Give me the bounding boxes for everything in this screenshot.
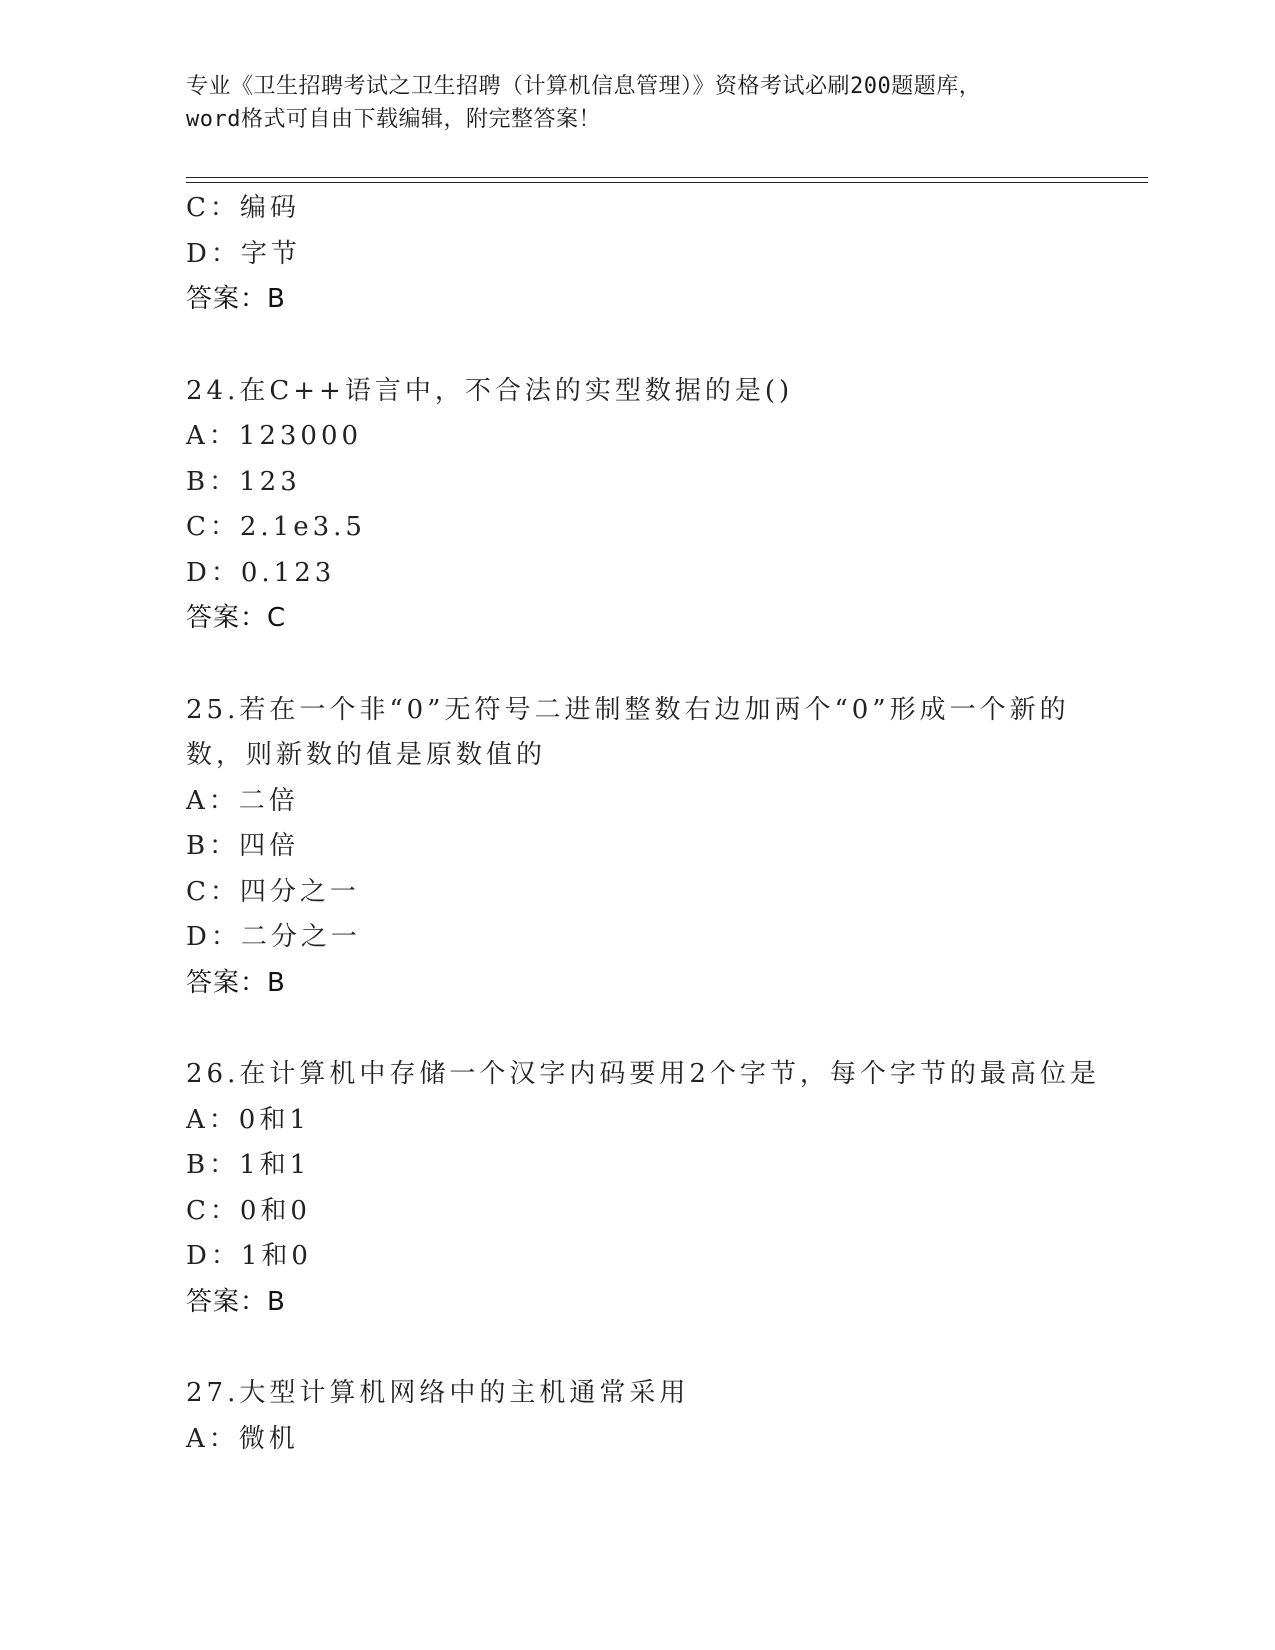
answer-line: 答案：B xyxy=(186,284,286,314)
answer-line: 答案：B xyxy=(186,1286,286,1317)
spacer xyxy=(186,1006,1086,1052)
question-list xyxy=(186,186,1100,1462)
answer-line: 答案：C xyxy=(186,603,287,633)
spacer xyxy=(186,1325,1086,1371)
header-title-line-2: word格式可自由下载编辑，附完整答案！ xyxy=(186,107,601,132)
spacer xyxy=(186,323,1086,369)
option-b: B：123 xyxy=(186,466,301,497)
option-c: C：四分之一 xyxy=(186,876,360,907)
question-23-tail xyxy=(186,186,1086,323)
document-header xyxy=(186,70,1086,136)
question-text-line-1: 25.若在一个非“0”无符号二进制整数右边加两个“0”形成一个新的 xyxy=(186,694,1070,725)
option-c: C：编码 xyxy=(186,193,300,223)
option-b: B：四倍 xyxy=(186,831,300,861)
option-a: A：二倍 xyxy=(186,785,299,816)
option-c: C：0和0 xyxy=(186,1195,311,1226)
question-25 xyxy=(186,688,1086,1007)
header-divider-top xyxy=(186,177,1148,178)
question-text-line-2: 数，则新数的值是原数值的 xyxy=(186,740,547,770)
option-a: A：0和1 xyxy=(186,1104,310,1135)
header-divider-bottom xyxy=(186,182,1148,183)
question-text: 27.大型计算机网络中的主机通常采用 xyxy=(186,1378,690,1408)
spacer xyxy=(186,642,1086,688)
option-a: A：微机 xyxy=(186,1423,299,1454)
question-24 xyxy=(186,369,1086,642)
option-d: D：字节 xyxy=(186,238,301,269)
question-text: 24.在C++语言中，不合法的实型数据的是() xyxy=(186,375,794,406)
option-c: C：2.1e3.5 xyxy=(186,512,366,542)
question-27 xyxy=(186,1371,1086,1462)
option-b: B：1和1 xyxy=(186,1150,311,1180)
answer-line: 答案：B xyxy=(186,967,286,998)
option-a: A：123000 xyxy=(186,421,363,451)
header-title-line-1: 专业《卫生招聘考试之卫生招聘（计算机信息管理）》资格考试必刷200题题库， xyxy=(186,74,982,99)
option-d: D：0.123 xyxy=(186,557,336,588)
question-26 xyxy=(186,1052,1100,1325)
option-d: D：1和0 xyxy=(186,1241,312,1271)
option-d: D：二分之一 xyxy=(186,922,361,952)
question-text: 26.在计算机中存储一个汉字内码要用2个字节，每个字节的最高位是 xyxy=(186,1059,1100,1089)
